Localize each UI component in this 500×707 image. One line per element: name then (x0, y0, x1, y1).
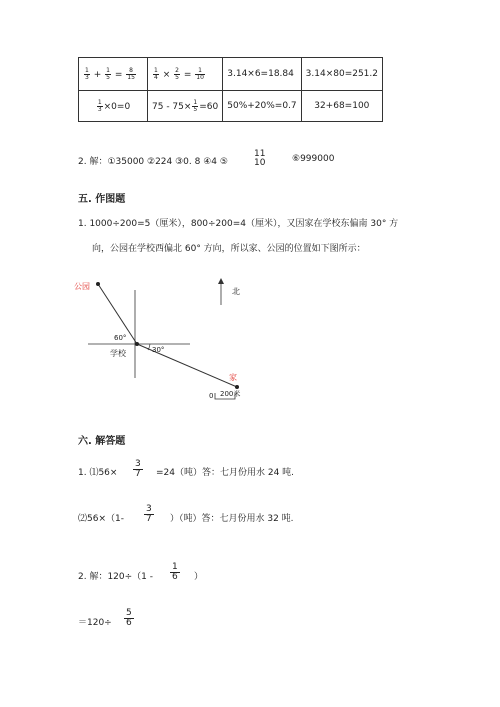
table-cell (148, 58, 223, 91)
expression-text: 75 - 75× (152, 101, 192, 112)
operator: × (162, 69, 171, 80)
q2-solution-fraction (170, 563, 180, 582)
angle-60-label: 60° (114, 334, 127, 342)
numerator: 1 (154, 66, 158, 74)
home-point (235, 385, 239, 389)
fraction (97, 100, 103, 113)
scale-zero-label: 0 (209, 392, 214, 400)
numerator: 8 (126, 68, 136, 75)
numerator: 1 (172, 562, 178, 572)
q2-step-fraction (124, 609, 134, 628)
school-point (135, 342, 139, 346)
q2-fraction (252, 150, 267, 168)
numerator: 1 (97, 98, 102, 106)
table-cell: 50%+20%=0.7 (223, 91, 301, 122)
north-label: 北 (232, 287, 240, 296)
expression-text: =60 (199, 101, 219, 112)
angle-30-label: 30° (152, 346, 165, 354)
fraction (84, 68, 90, 81)
fraction (174, 68, 180, 81)
q1b-result: ）（吨）答：七月份用水 32 吨. (170, 514, 294, 524)
direction-diagram (70, 270, 260, 410)
q2-solution-step: ＝120÷ (78, 618, 112, 628)
equals: = (114, 69, 123, 80)
numerator: 1 (195, 68, 205, 75)
denominator: 10 (254, 158, 266, 168)
q1b-text: ⑵56×（1- (78, 514, 124, 524)
denominator: 5 (193, 105, 198, 113)
denominator: 6 (126, 618, 132, 628)
numerator: 1 (106, 66, 110, 74)
home-label: 家 (229, 373, 237, 382)
table-cell: 3.14×6=18.84 (223, 58, 301, 91)
q1b-fraction (144, 505, 154, 524)
paragraph-line: 1. 1000÷200=5（厘米），800÷200=4（厘米），又因家在学校东偏南 30° 方 (78, 219, 399, 229)
table-row (79, 91, 383, 122)
q2-solution-close: ） (194, 572, 204, 582)
section-heading: 六. 解答题 (78, 436, 126, 447)
table-cell: 32+68=100 (301, 91, 382, 122)
fraction (195, 68, 205, 81)
numerator: 2 (175, 66, 179, 74)
section-heading: 五. 作图题 (78, 194, 126, 205)
numerator: 3 (146, 504, 152, 514)
expression-text: ×0=0 (103, 101, 131, 112)
numerator: 1 (85, 66, 89, 74)
denominator: 3 (97, 105, 102, 113)
numerator: 1 (193, 98, 198, 106)
denominator: 7 (146, 514, 152, 524)
equals: = (183, 69, 192, 80)
table-cell (79, 58, 148, 91)
denominator: 5 (106, 73, 110, 81)
park-label: 公园 (74, 282, 90, 291)
q2-answer-tail: ⑥999000 (292, 154, 335, 164)
fraction (153, 68, 159, 81)
paragraph-line: 向，公园在学校西偏北 60° 方向，所以家、公园的位置如下图所示： (92, 244, 366, 254)
numerator: 11 (254, 149, 266, 159)
denominator: 15 (127, 73, 135, 81)
q2-solution-text: 2. 解：120÷（1 - (78, 572, 154, 582)
denominator: 3 (85, 73, 89, 81)
table-cell (79, 91, 148, 122)
calculation-table (78, 57, 383, 122)
fraction (192, 100, 198, 113)
q1a-result: =24（吨）答：七月份用水 24 吨. (156, 468, 295, 478)
denominator: 6 (172, 572, 178, 582)
table-cell: 3.14×80=251.2 (301, 58, 382, 91)
park-point (96, 282, 100, 286)
denominator: 4 (154, 73, 158, 81)
north-arrow-head (218, 278, 224, 284)
fraction (105, 68, 111, 81)
table-row (79, 58, 383, 91)
numerator: 3 (135, 459, 141, 469)
table-cell (148, 91, 223, 122)
q2-answer-text: 2. 解：①35000 ②224 ③0. 8 ④4 ⑤ (78, 157, 228, 167)
denominator: 5 (175, 73, 179, 81)
q1a-text: 1. ⑴56× (78, 468, 118, 478)
school-label: 学校 (110, 349, 126, 358)
fraction (126, 68, 136, 81)
numerator: 5 (126, 608, 132, 618)
denominator: 10 (196, 73, 204, 81)
scale-label: 200米 (220, 390, 241, 398)
operator: + (93, 69, 102, 80)
denominator: 7 (135, 469, 141, 479)
q1a-fraction (133, 460, 143, 479)
